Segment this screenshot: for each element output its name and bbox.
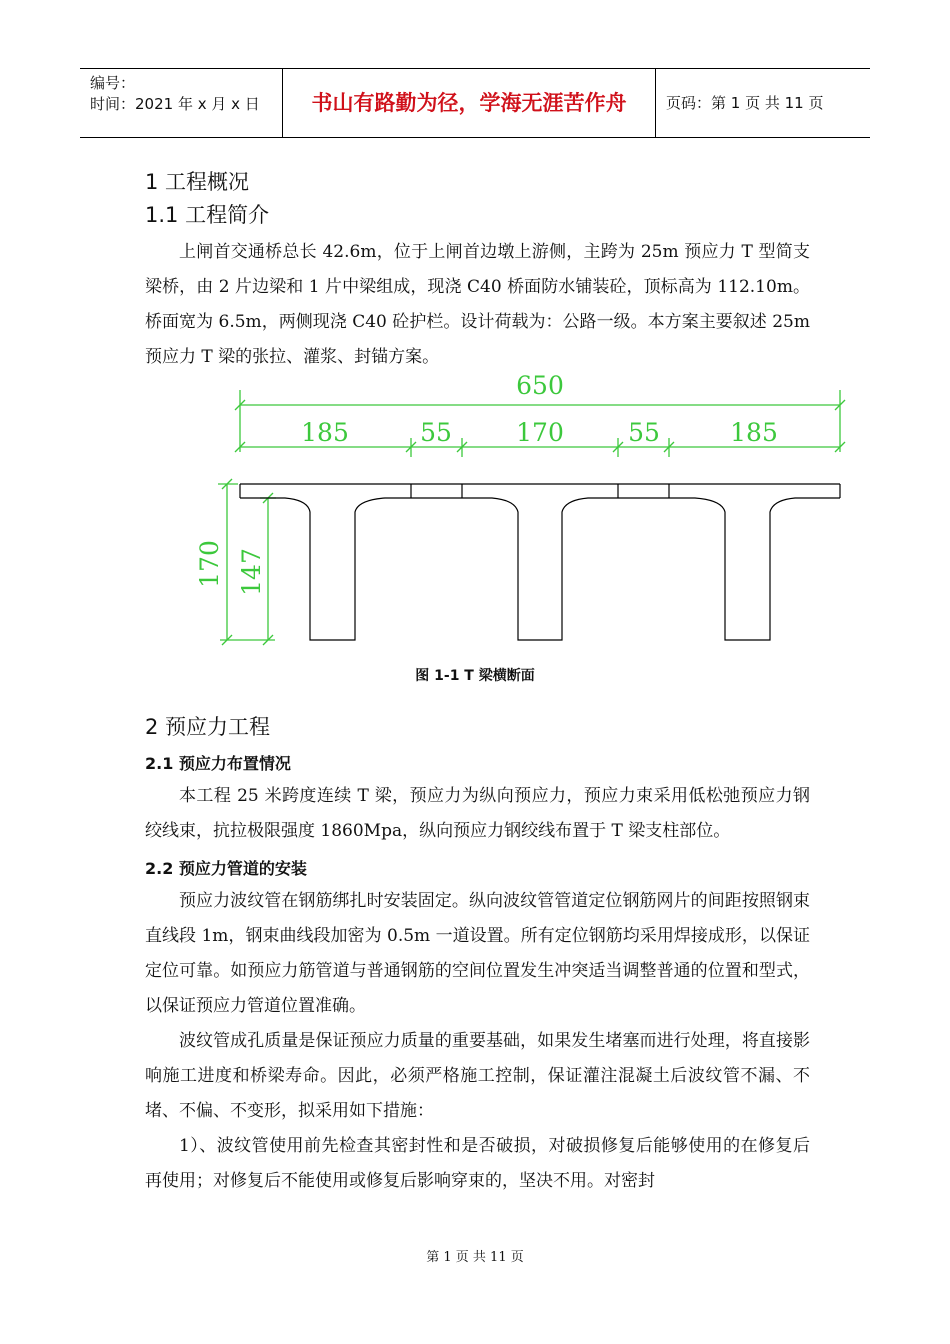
section-2-1-paragraph: 本工程 25 米跨度连续 T 梁，预应力为纵向预应力，预应力束采用低松弛预应力钢绞线束，抗拉极限强度 1860Mpa，纵向预应力钢绞线布置于 T 梁支柱部位。 — [145, 786, 810, 841]
t-beam-cross-section-figure — [190, 372, 850, 657]
dim-height-total-label: 170 — [195, 540, 224, 588]
beam-outline — [240, 484, 840, 640]
section-2-2-paragraph-1: 预应力波纹管在钢筋绑扎时安装固定。纵向波纹管管道定位钢筋网片的间距按照钢束直线段 1m，钢束曲线段加密为 0.5m 一道设置。所有定位钢筋均采用焊接成形，以保证定位可靠。如预应力筋管道与普通钢筋的空间位置发生冲突适当调整普通的位置和型式，以保证预应力管道位置准确。 — [145, 891, 810, 1016]
number-label: 编号： — [90, 74, 136, 92]
page-header — [80, 68, 870, 138]
section-2-1-title: 2.1 预应力布置情况 — [145, 754, 291, 773]
section-2-title: 2 预应力工程 — [145, 715, 271, 739]
dim-segment-label: 55 — [420, 418, 452, 447]
page-footer: 第 1 页 共 11 页 — [426, 1250, 524, 1265]
dim-segment-label: 185 — [301, 418, 349, 447]
dim-height-web-label: 147 — [237, 548, 266, 596]
dim-segment-label: 170 — [516, 418, 564, 447]
figure-caption: 图 1-1 T 梁横断面 — [415, 668, 535, 684]
header-meta — [80, 69, 283, 137]
header-page-number: 页码：第 1 页 共 11 页 — [666, 94, 824, 112]
section-1-1-paragraph: 上闸首交通桥总长 42.6m，位于上闸首边墩上游侧，主跨为 25m 预应力 T 型简支梁桥，由 2 片边梁和 1 片中梁组成，现浇 C40 桥面防水铺装砼，顶标高为 112.10m。桥面宽为 6.5m，两侧现浇 C40 砼护栏。设计荷载为：公路一级。本方案主要叙述 25m 预应力 T 梁的张拉、灌浆、封锚方案。 — [145, 242, 810, 367]
section-2-2-title: 2.2 预应力管道的安装 — [145, 859, 307, 878]
header-motto: 书山有路勤为径，学海无涯苦作舟 — [283, 69, 656, 137]
date-label: 时间：2021 年 x 月 x 日 — [90, 95, 260, 113]
dim-total-label: 650 — [516, 372, 564, 400]
dim-segment-label: 55 — [628, 418, 660, 447]
section-2-2-paragraph-3: 1）、波纹管使用前先检查其密封性和是否破损，对破损修复后能够使用的在修复后再使用；对修复后不能使用或修复后影响穿束的，坚决不用。对密封 — [145, 1136, 810, 1191]
dim-segment-label: 185 — [730, 418, 778, 447]
section-1-1-title: 1.1 工程简介 — [145, 203, 270, 227]
section-2-2-paragraph-2: 波纹管成孔质量是保证预应力质量的重要基础，如果发生堵塞而进行处理，将直接影响施工进度和桥梁寿命。因此，必须严格施工控制，保证灌注混凝土后波纹管不漏、不堵、不偏、不变形，拟采用如下措施： — [145, 1031, 810, 1121]
section-1-title: 1 工程概况 — [145, 170, 250, 194]
